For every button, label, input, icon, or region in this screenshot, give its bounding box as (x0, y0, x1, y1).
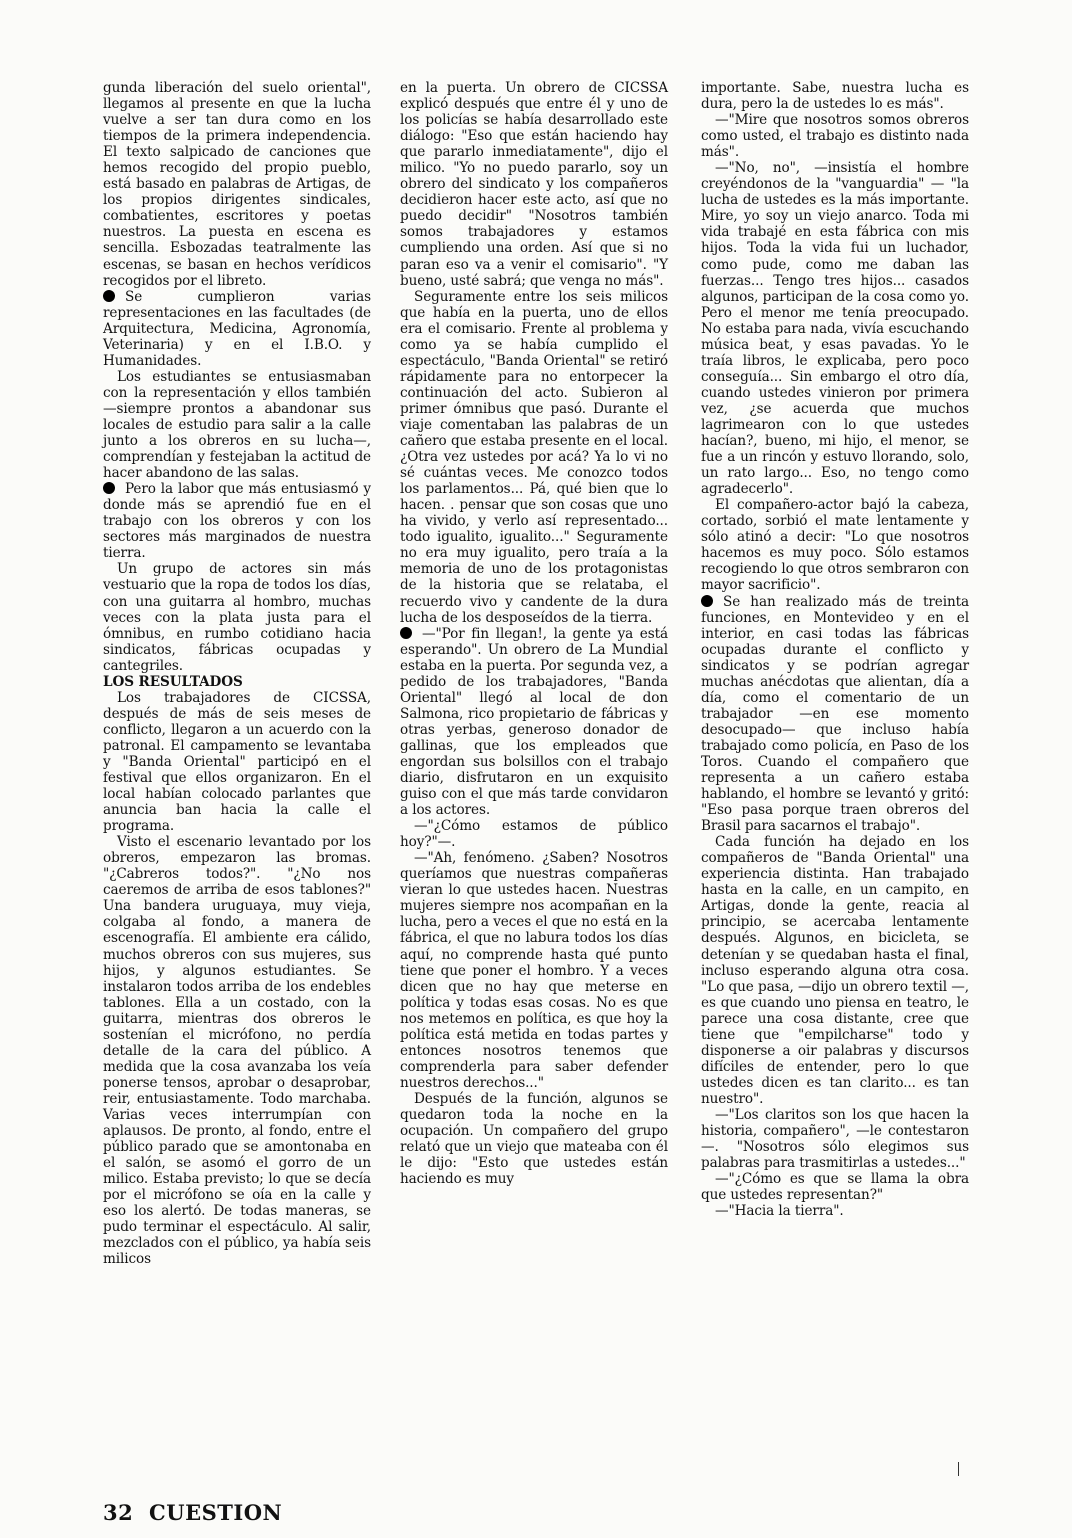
paragraph-text: —"Mire que nosotros somos obreros como usted, el trabajo es distinto nada más". (701, 112, 969, 161)
paragraph (701, 1171, 969, 1203)
paragraph-text: —"Por fin llegan!, la gente ya está esperando". Un obrero de La Mundial estaba en la puerta. Por segunda vez, a pedido de los trabajadores, "Banda Oriental" llegó al local de don Salmona, rico propietario de fábricas y otras yerbas, generoso donador de gallinas, que los empleados que engordan sus bolsillos con el trabajo diario, disfrutaron en un exquisito guiso con el que más tarde convidaron a los actores. (400, 625, 668, 819)
column-1 (103, 80, 371, 1267)
paragraph (103, 80, 371, 289)
column-3 (701, 80, 969, 1219)
paragraph-text: Los estudiantes se entusiasmaban con la representación y ellos también —siempre prontos a abandonar sus locales de estudio para salir a la calle junto a los obreros en su lucha—, comprendían y festejaban la actitud de hacer abandono de las salas. (103, 368, 371, 482)
paragraph-text: Cada función ha dejado en los compañeros de "Banda Oriental" una experiencia distinta. Han trabajado hasta en la calle, en un campito, en Artigas, donde la gente, reacia al principio, se acercaba lentamente después. Algunos, en bicicleta, se detenían y se quedaban hasta el final, incluso esperando alguna otra cosa. "Lo que pasa, —dijo un obrero textil —, es que cuando uno piensa en teatro, le parece una cosa distante, cree que tiene que "empilcharse" todo y disponerse a oir palabras y discursos difíciles de entender, pero lo que ustedes dicen es tan clarito... es tan nuestro". (701, 834, 969, 1107)
paragraph-text: en la puerta. Un obrero de CICSSA explicó después que entre él y uno de los policías se había desarrollado este diálogo: "Eso que están haciendo hay que pararlo inmediatamente", dijo el milico. "Yo no puedo pararlo, soy un obrero del sindicato y los compañeros decidieron hacer este acto, así que no puedo decidir" "Nosotros también somos trabajadores y estamos cumpliendo una orden. Así que si no paran eso va a venir el comisario". "Y bueno, usté sabrá; que venga no más". (400, 80, 668, 289)
page-number: 32 (103, 1500, 134, 1525)
paragraph (103, 834, 371, 1267)
paragraph-text: Seguramente entre los seis milicos que había en la puerta, uno de ellos era el comisario. Frente al problema y como ya se había cumplido el espectáculo, "Banda Oriental" se retiró rápidamente para no entorpecer la continuación del acto. Subieron al primer ómnibus que pasó. Durante el viaje comentaban las palabras de un cañero que estaba presente en el local. ¿Otra vez ustedes por acá? Ya lo vi no sé cuántas veces. Me conozco todos los parlamentos... Pá, qué bien que lo hacen. . pensar que son cosas que uno ha vivido, y verlo así representado... todo igualito, igualito..." Seguramente no era muy igualito, pero traía a la memoria de uno de los protagonistas de la historia que se relataba, el recuerdo vivo y candente de la dura lucha de los desposeídos de la tierra. (400, 288, 668, 626)
paragraph (701, 80, 969, 112)
paragraph-text: gunda liberación del suelo oriental", llegamos al presente en que la lucha vuelve a ser tan dura como en los tiempos de la primera independencia. El texto salpicado de canciones que hemos recogido del propio pueblo, está basado en palabras de Artigas, de los propios dirigentes sindicales, combatientes, escritores y poetas nuestros. La puesta en escena es sencilla. Esbozadas teatralmente las escenas, se basan en hechos verídicos recogidos por el libreto. (103, 80, 371, 289)
paragraph-text: —"¿Cómo estamos de público hoy?"—. (400, 818, 668, 851)
paragraph (400, 626, 668, 819)
paragraph (103, 481, 371, 561)
paragraph (400, 1091, 668, 1187)
paragraph (701, 112, 969, 160)
bullet-icon (103, 290, 115, 302)
paragraph-text: LOS RESULTADOS (103, 673, 243, 690)
paragraph (103, 561, 371, 673)
paragraph (701, 834, 969, 1107)
paragraph (701, 497, 969, 593)
paragraph-text: —"Hacia la tierra". (715, 1203, 844, 1220)
bullet-icon (103, 482, 115, 494)
paragraph (400, 80, 668, 289)
paragraph-text: Después de la función, algunos se quedaron toda la noche en la ocupación. Un compañero del grupo relató que un viejo que mateaba con él le dijo: "Esto que ustedes están haciendo es muy (400, 1090, 668, 1188)
bullet-icon (400, 627, 412, 639)
paragraph-text: —"No, no", —insistía el hombre creyéndonos de la "vanguardia" — "la lucha de ustedes es la más importante. Mire, yo soy un viejo anarco. Toda mi vida trabajé en esta fábrica con mis hijos. Toda la vida fui un luchador, como pude, como me daban las fuerzas... Tengo tres hijos... casados algunos, participan de la cosa como yo. Pero el menor me tenía preocupado. No estaba para nada, vivía escuchando música beat, y esas pavadas. Yo le traía libros, le explicaba, pero poco conseguía... Sin embargo el otro día, cuando ustedes vinieron por primera vez, ¿se acuerda que muchos lagrimearon con lo que ustedes hacían?, bueno, mi hijo, el menor, se fue a un rincón y estuvo llorando, solo, un rato largo... Eso, no tengo como agradecerlo". (701, 160, 969, 498)
paragraph (103, 289, 371, 369)
paragraph (103, 690, 371, 834)
margin-mark (958, 1462, 959, 1476)
paragraph-text: Pero la labor que más entusiasmó y donde más se aprendió fue en el trabajo con los obreros y con los sectores más marginados de nuestra tierra. (103, 481, 371, 562)
paragraph (400, 850, 668, 1091)
paragraph (701, 1107, 969, 1171)
paragraph-text: El compañero-actor bajó la cabeza, cortado, sorbió el mate lentamente y sólo atinó a decir: "Lo que nosotros hacemos es muy poco. Sólo estamos recogiendo lo que otros sembraron con mayor sacrificio". (701, 497, 969, 594)
paragraph (103, 369, 371, 481)
paragraph (400, 289, 668, 626)
paragraph-text: —"Los claritos son los que hacen la historia, compañero", —le contestaron—. "Nosotros sólo elegimos sus palabras para trasmitirlas a ustedes..." (701, 1107, 969, 1172)
paragraph (701, 160, 969, 497)
paragraph-text: —"¿Cómo es que se llama la obra que ustedes representan?" (701, 1171, 969, 1204)
paragraph-text: importante. Sabe, nuestra lucha es dura, pero la de ustedes lo es más". (701, 80, 969, 113)
paragraph-text: Se han realizado más de treinta funciones, en Montevideo y en el interior, en casi todas las fábricas ocupadas durante el conflicto y sindicatos y se podrían agregar muchas anécdotas que alientan, día a día, como el comentario de un trabajador —en ese momento desocupado— que incluso había trabajado como policía, en Paso de los Toros. Cuando el compañero que representa a un cañero estaba hablando, el hombre se levantó y gritó: "Eso pasa porque traen obreros del Brasil para sacarnos el trabajo". (701, 593, 969, 835)
paragraph-text: Se cumplieron varias representaciones en las facultades (de Arquitectura, Medicina, Agronomía, Veterinaria) y en el I.B.O. y Humanidades. (103, 288, 371, 369)
column-2 (400, 80, 668, 1187)
magazine-name: CUESTION (149, 1500, 283, 1525)
bullet-icon (701, 595, 713, 607)
paragraph (400, 818, 668, 850)
paragraph (701, 1203, 969, 1219)
paragraph-text: —"Ah, fenómeno. ¿Saben? Nosotros queríamos que nuestras compañeras vieran lo que ustedes hacen. Nuestras mujeres siempre nos acompañan en la lucha, pero a veces el que no está en la fábrica, el que no labura todos los días aquí, no comprende hasta qué punto tiene que poner el hombro. Y a veces dicen que no hay que meterse en política y todas esas cosas. No es que nos metemos en política, es que hoy la política está metida en todas partes y entonces nosotros tenemos que comprenderla para saber defender nuestros derechos..." (400, 850, 668, 1091)
paragraph-text: Un grupo de actores sin más vestuario que la ropa de todos los días, con una guitarra al hombro, muchas veces con la plata justa para el ómnibus, en rumbo cotidiano hacia sindicatos, fábricas ocupadas y cantegriles. (103, 561, 371, 674)
paragraph (701, 594, 969, 835)
paragraph-text: Visto el escenario levantado por los obreros, empezaron las bromas. "¿Cabreros todos?". "¿No nos caeremos de arriba de esos tablones?" Una bandera uruguaya, muy vieja, colgaba al fondo, a manera de escenografía. El ambiente era cálido, muchos obreros con sus mujeres, sus hijos, y algunos estudiantes. Se instalaron todos arriba de los endebles tablones. Ella a un costado, con la guitarra, mientras dos obreros le sostenían el micrófono, no perdía detalle de la cara del público. A medida que la cosa avanzaba los veía ponerse tensos, aprobar o desaprobar, reir, entusiastamente. Todo marchaba. Varias veces interrumpían con aplausos. De pronto, al fondo, entre el público parado que se amontonaba en el salón, se asomó el gorro de un milico. Estaba previsto; lo que se decía por el micrófono se oía en la calle y eso los alertó. De todas maneras, se pudo terminar el espectáculo. Al salir, mezclados con el público, ya había seis milicos (103, 834, 371, 1268)
section-heading (103, 674, 371, 690)
paragraph-text: Los trabajadores de CICSSA, después de más de seis meses de conflicto, llegaron a un acuerdo con la patronal. El campamento se levantaba y "Banda Oriental" participó en el festival que ellos organizaron. En el local habían colocado parlantes que anuncia ban hacia la calle el programa. (103, 689, 371, 835)
page-footer (103, 1500, 282, 1525)
